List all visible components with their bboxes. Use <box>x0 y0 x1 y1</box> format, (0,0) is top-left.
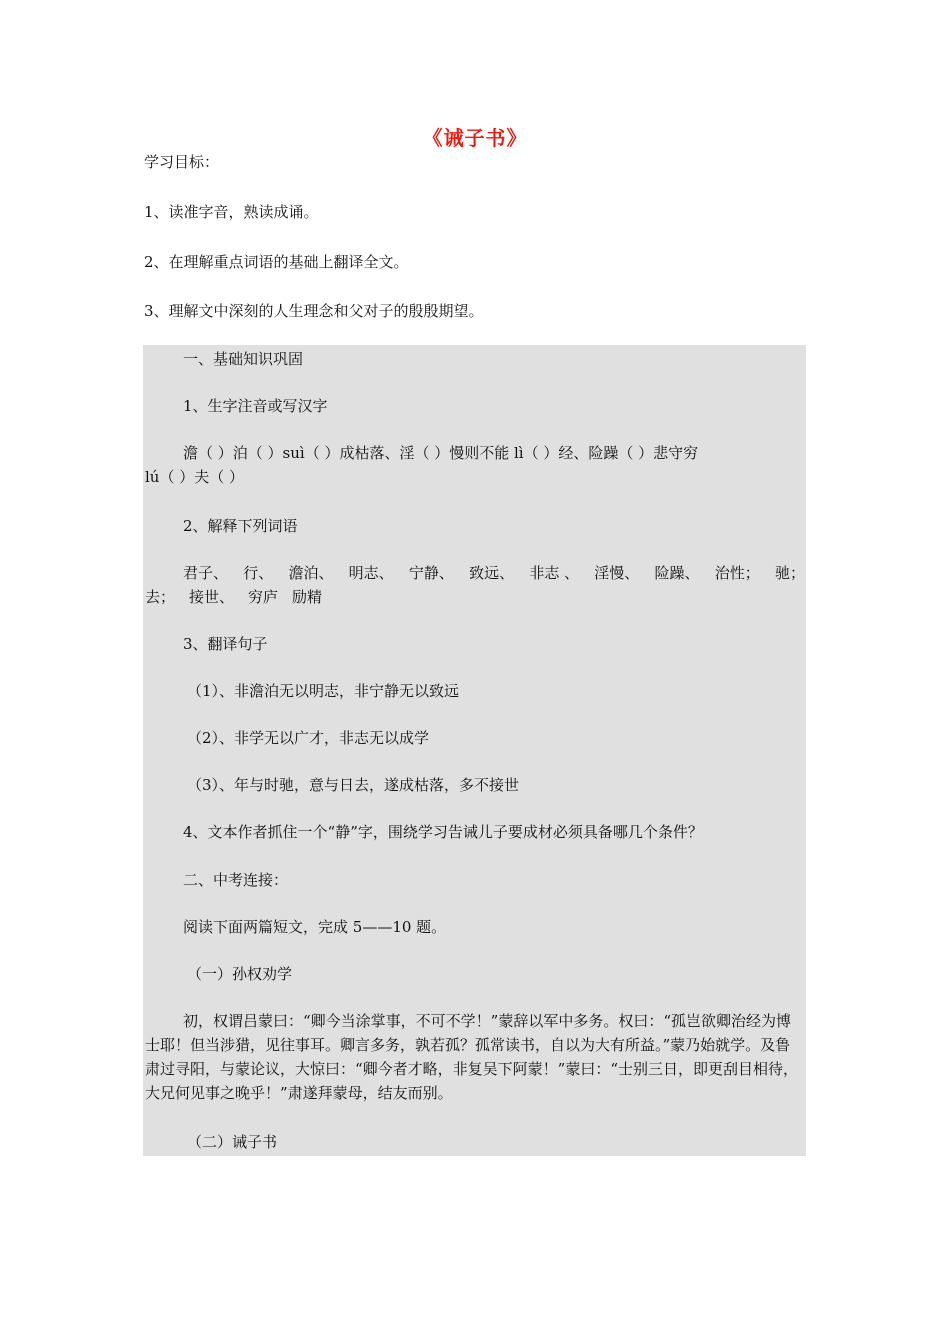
term: 行、 <box>243 564 274 582</box>
term: 驰； <box>774 564 805 582</box>
section2-heading: 二、中考连接： <box>183 871 289 889</box>
term: 治性； <box>714 564 760 582</box>
q1-line: 澹（ ）泊（ ）suì（ ）成枯落、淫（ ）慢则不能 lì（ ）经、险躁（ ）悲守穷 <box>183 444 699 462</box>
q2-terms-row <box>145 561 805 585</box>
goal-item: 3、理解文中深刻的人生理念和父对子的殷殷期望。 <box>144 302 484 320</box>
q2-terms <box>145 561 805 609</box>
passage1-text: 初，权谓吕蒙曰：“卿今当涂掌事，不可不学！”蒙辞以军中多务。权曰：“孤岂欲卿治经为博士耶！但当涉猎，见往事耳。卿言多务，孰若孤？孤常读书，自以为大有所益。”蒙乃始就学。及鲁肃过寻阳，与蒙论议，大惊曰：“卿今者才略，非复吴下阿蒙！”蒙曰：“士别三日，即更刮目相待，大兄何见事之晚乎！”肃遂拜蒙母，结友而别。 <box>145 1012 799 1102</box>
document-title: 《诫子书》 <box>422 126 528 150</box>
section2-instruction: 阅读下面两篇短文，完成 5——10 题。 <box>183 918 447 936</box>
term: 致远、 <box>469 564 515 582</box>
term: 险躁、 <box>654 564 700 582</box>
q1-heading: 1、生字注音或写汉字 <box>183 397 328 415</box>
term: 宁静、 <box>408 564 454 582</box>
term: 接世、 <box>189 588 235 606</box>
q4-question: 4、文本作者抓住一个“静”字，围绕学习告诫儿子要成材必须具备哪几个条件？ <box>183 823 703 841</box>
exercise-box <box>143 345 806 1156</box>
q3-item: （1）、非澹泊无以明志，非宁静无以致远 <box>187 682 460 700</box>
q3-item: （2）、非学无以广才，非志无以成学 <box>187 729 430 747</box>
goals-heading: 学习目标： <box>144 153 220 171</box>
term: 励精 <box>292 588 323 606</box>
q1-line: lú（ ）夫（ ） <box>145 468 244 486</box>
passage2-title: （二）诫子书 <box>187 1133 278 1151</box>
q3-heading: 3、翻译句子 <box>183 635 268 653</box>
q2-terms-row <box>145 585 805 609</box>
section1-heading: 一、基础知识巩固 <box>183 350 304 368</box>
goal-item: 2、在理解重点词语的基础上翻译全文。 <box>144 253 409 271</box>
term: 去； <box>145 588 176 606</box>
q3-item: （3）、年与时驰，意与日去，遂成枯落，多不接世 <box>187 776 520 794</box>
term: 澹泊、 <box>288 564 334 582</box>
term: 君子、 <box>183 564 229 582</box>
term: 穷庐 <box>248 588 279 606</box>
q2-heading: 2、解释下列词语 <box>183 517 298 535</box>
goal-item: 1、读准字音，熟读成诵。 <box>144 203 319 221</box>
term: 淫慢、 <box>594 564 640 582</box>
passage1-title: （一）孙权劝学 <box>187 965 293 983</box>
term: 非志 、 <box>529 564 580 582</box>
term: 明志、 <box>348 564 394 582</box>
